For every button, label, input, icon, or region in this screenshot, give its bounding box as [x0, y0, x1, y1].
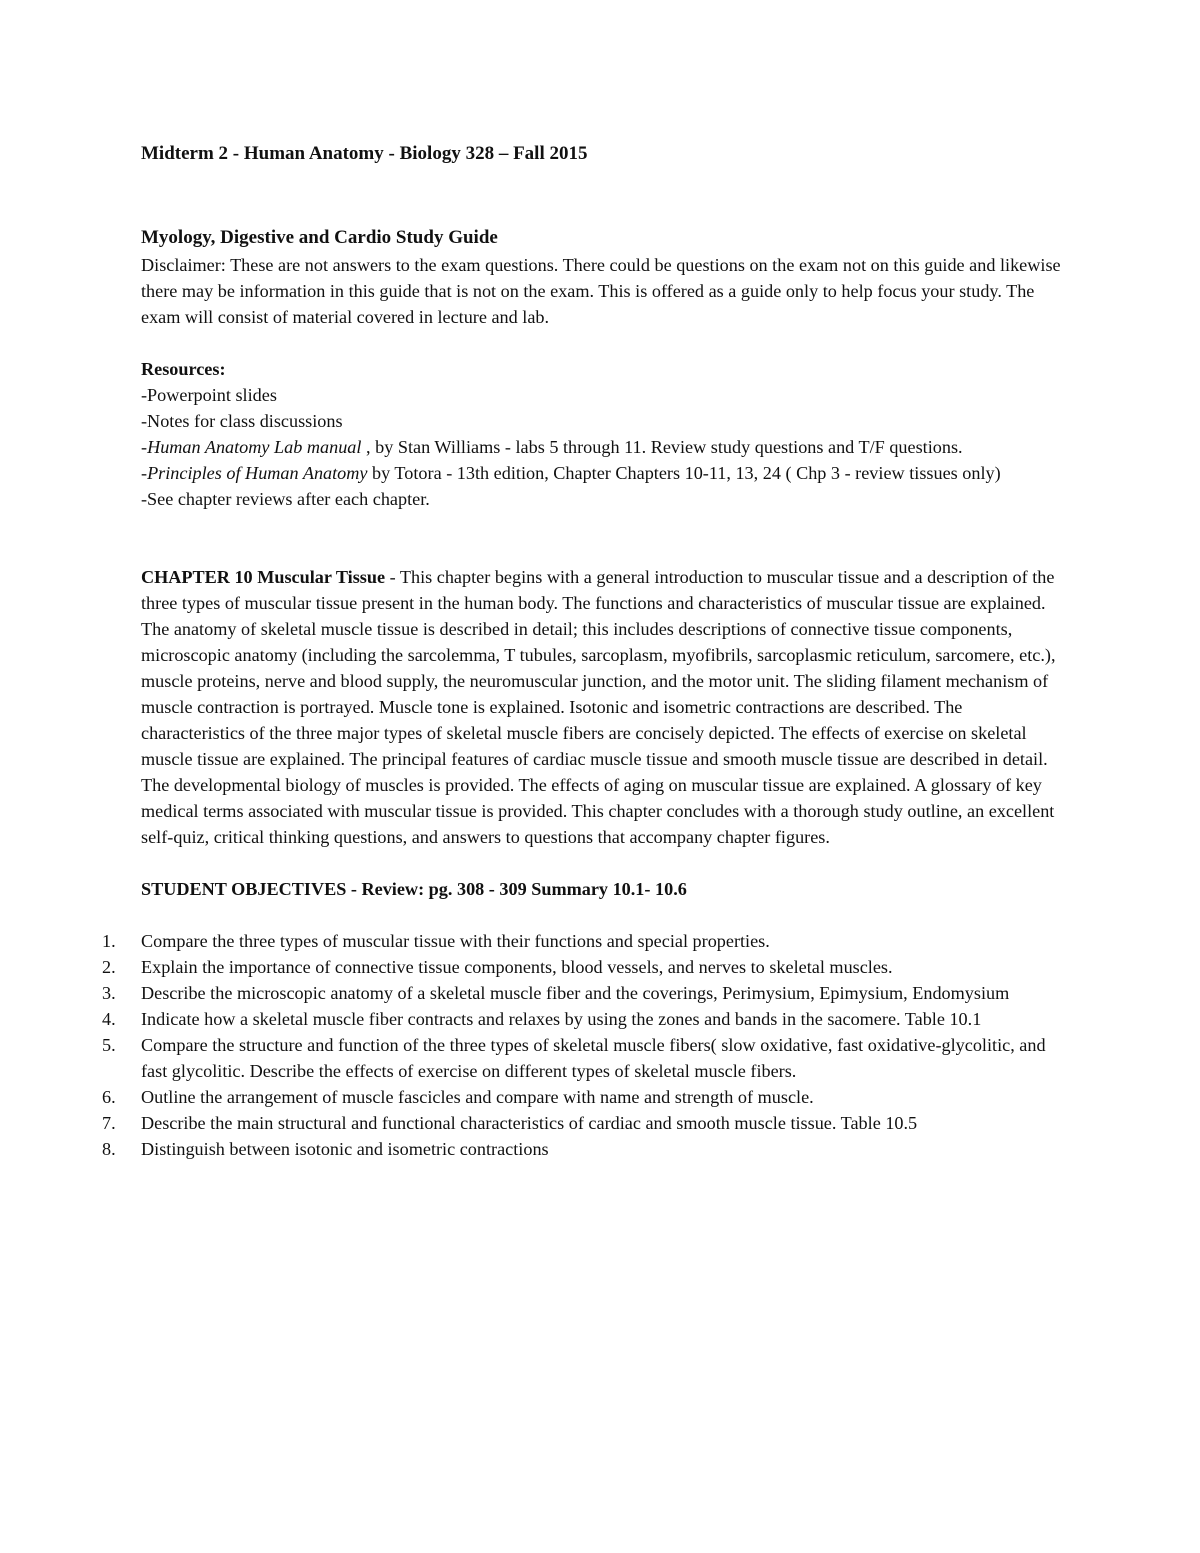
- textbook-details: by Totora - 13th edition, Chapter Chapters 10-11, 13, 24 ( Chp 3 - review tissues only): [367, 463, 1001, 483]
- list-number: 6.: [102, 1087, 116, 1107]
- chapter-description: - This chapter begins with a general introduction to muscular tissue and a description of the three types of muscular tissue present in the human body. The functions and characteristics of muscular tissue are explained. The anatomy of skeletal muscle tissue is described in detail; this includes descriptions of connective tissue components, microscopic anatomy (including the sarcolemma, T tubules, sarcoplasm, myofibrils, sarcoplasmic reticulum, sarcomere, etc.), muscle proteins, nerve and blood supply, the neuromuscular junction, and the motor unit. The sliding filament mechanism of muscle contraction is portrayed. Muscle tone is explained. Isotonic and isometric contractions are described. The characteristics of the three major types of skeletal muscle fibers are concisely depicted. The effects of exercise on skeletal muscle tissue are explained. The principal features of cardiac muscle tissue and smooth muscle tissue are described in detail. The developmental biology of muscles is provided. The effects of aging on muscular tissue are explained. A glossary of key medical terms associated with muscular tissue is provided. This chapter concludes with a thorough study outline, an excellent self-quiz, critical thinking questions, and answers to questions that accompany chapter figures.: [141, 567, 1056, 847]
- lab-manual-title: Human Anatomy Lab manual: [147, 437, 362, 457]
- objectives-heading: STUDENT OBJECTIVES - Review: pg. 308 - 309 Summary 10.1- 10.6: [141, 879, 687, 899]
- resource-item-notes: -Notes for class discussions: [141, 411, 343, 431]
- list-item-text: Describe the main structural and functional characteristics of cardiac and smooth muscle tissue. Table 10.5: [141, 1113, 918, 1133]
- list-item-text: Compare the three types of muscular tissue with their functions and special properties.: [141, 931, 770, 951]
- chapter-heading: CHAPTER 10 Muscular Tissue: [141, 567, 386, 587]
- list-item: [102, 1032, 1061, 1084]
- list-item: [102, 928, 1061, 954]
- disclaimer-paragraph: Disclaimer: These are not answers to the exam questions. There could be questions on the exam not on this guide and likewise there may be information in this guide that is not on the exam. This is offered as a guide only to help focus your study. The exam will consist of material covered in lecture and lab.: [141, 255, 1061, 327]
- lab-manual-details: , by Stan Williams - labs 5 through 11. Review study questions and T/F questions.: [361, 437, 963, 457]
- document-page: [102, 140, 1061, 1162]
- list-item: [102, 1110, 1061, 1136]
- list-item: [102, 954, 1061, 980]
- resource-item-textbook: [141, 460, 1061, 486]
- resources-heading: Resources:: [141, 359, 226, 379]
- list-item: [102, 1136, 1061, 1162]
- list-number: 2.: [102, 957, 116, 977]
- resources-section: [141, 356, 1061, 512]
- list-item-text: Distinguish between isotonic and isometric contractions: [141, 1139, 549, 1159]
- spacer: [141, 330, 1061, 356]
- list-item-text: Explain the importance of connective tissue components, blood vessels, and nerves to skeletal muscles.: [141, 957, 893, 977]
- list-item-text: Compare the structure and function of the three types of skeletal muscle fibers( slow oxidative, fast oxidative-glycolitic, and fast glycolitic. Describe the effects of exercise on different types of skeletal muscle fibers.: [141, 1035, 1046, 1081]
- textbook-title: Principles of Human Anatomy: [147, 463, 368, 483]
- list-number: 3.: [102, 983, 116, 1003]
- list-item: [102, 980, 1061, 1006]
- resource-prefix: -: [141, 463, 148, 483]
- study-guide-subtitle: Myology, Digestive and Cardio Study Guide: [141, 227, 498, 248]
- resource-item-chapter-reviews: -See chapter reviews after each chapter.: [141, 489, 430, 509]
- list-number: 8.: [102, 1139, 116, 1159]
- list-number: 1.: [102, 931, 116, 951]
- list-item: [102, 1006, 1061, 1032]
- resource-item-lab-manual: [141, 434, 1061, 460]
- chapter-intro-paragraph: [141, 564, 1061, 850]
- list-item-text: Describe the microscopic anatomy of a skeletal muscle fiber and the coverings, Perimysium, Epimysium, Endomysium: [141, 983, 1010, 1003]
- resource-item-powerpoint: -Powerpoint slides: [141, 385, 277, 405]
- resource-prefix: -: [141, 437, 148, 457]
- objectives-list: [102, 928, 1061, 1162]
- list-number: 4.: [102, 1009, 116, 1029]
- list-number: 5.: [102, 1035, 116, 1055]
- list-item-text: Indicate how a skeletal muscle fiber contracts and relaxes by using the zones and bands in the sacomere. Table 10.1: [141, 1009, 982, 1029]
- document-title: Midterm 2 - Human Anatomy - Biology 328 – Fall 2015: [141, 143, 588, 164]
- list-item: [102, 1084, 1061, 1110]
- list-item-text: Outline the arrangement of muscle fascicles and compare with name and strength of muscle.: [141, 1087, 814, 1107]
- list-number: 7.: [102, 1113, 116, 1133]
